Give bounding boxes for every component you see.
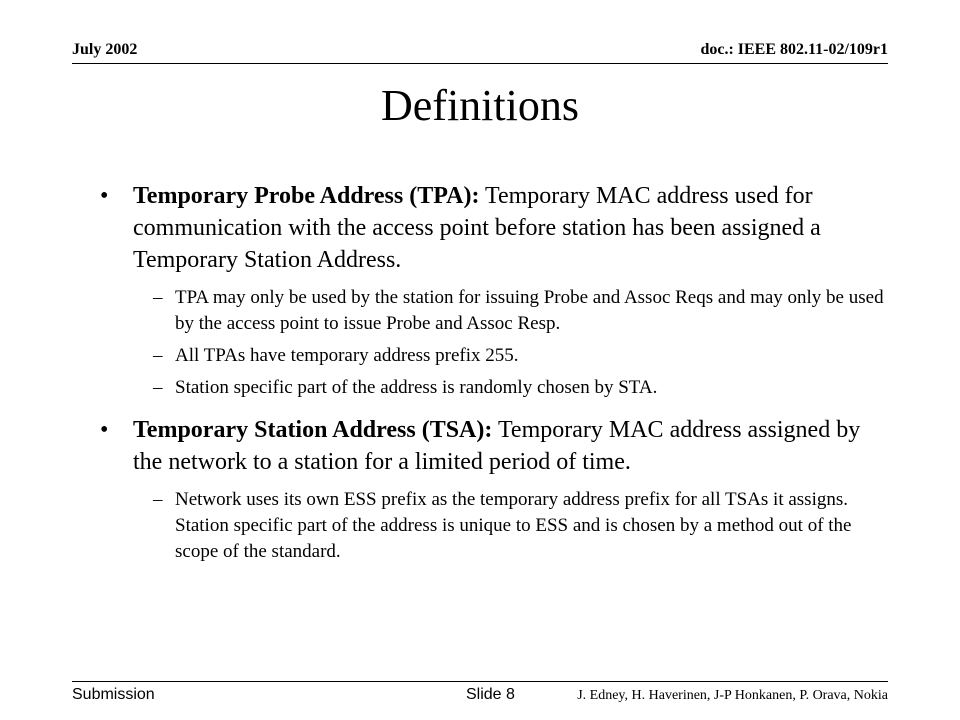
dash-icon: – bbox=[153, 377, 163, 398]
sub-item-text: Network uses its own ESS prefix as the temporary address prefix for all TSAs it assigns. Station specific part of the address is unique to ESS and is chosen by a method out of the scope of the standard. bbox=[175, 489, 852, 562]
sub-item bbox=[100, 487, 890, 565]
sub-item-text: Station specific part of the address is randomly chosen by STA. bbox=[175, 377, 658, 398]
bullet-item bbox=[100, 414, 890, 478]
bullet-icon: • bbox=[100, 417, 109, 443]
header-doc-id: doc.: IEEE 802.11-02/109r1 bbox=[700, 41, 888, 58]
bullet-icon: • bbox=[100, 183, 109, 209]
dash-icon: – bbox=[153, 345, 163, 366]
footer-slide-number: Slide 8 bbox=[466, 686, 515, 703]
sub-item-text: TPA may only be used by the station for issuing Probe and Assoc Reqs and may only be used by the access point to issue Probe and Assoc Resp. bbox=[175, 287, 884, 334]
sub-item-text: All TPAs have temporary address prefix 255. bbox=[175, 345, 519, 366]
slide-body bbox=[100, 180, 890, 571]
slide-title: Definitions bbox=[381, 81, 579, 130]
footer-submission: Submission bbox=[72, 686, 155, 703]
sub-item bbox=[100, 343, 890, 369]
footer-authors: J. Edney, H. Haverinen, J-P Honkanen, P. Orava, Nokia bbox=[577, 688, 888, 703]
dash-icon: – bbox=[153, 287, 163, 308]
bullet-term: Temporary Probe Address (TPA): bbox=[133, 183, 480, 209]
footer-divider bbox=[72, 681, 888, 682]
sub-item bbox=[100, 285, 890, 337]
bullet-item bbox=[100, 180, 890, 276]
header-divider bbox=[72, 63, 888, 64]
bullet-text: Temporary MAC address used for communication with the access point before station has been assigned a Temporary Station Address. bbox=[133, 183, 821, 273]
sub-item bbox=[100, 375, 890, 401]
dash-icon: – bbox=[153, 489, 163, 510]
header-date: July 2002 bbox=[72, 41, 138, 58]
bullet-term: Temporary Station Address (TSA): bbox=[133, 417, 493, 443]
bullet-text: Temporary MAC address assigned by the network to a station for a limited period of time. bbox=[133, 417, 861, 475]
